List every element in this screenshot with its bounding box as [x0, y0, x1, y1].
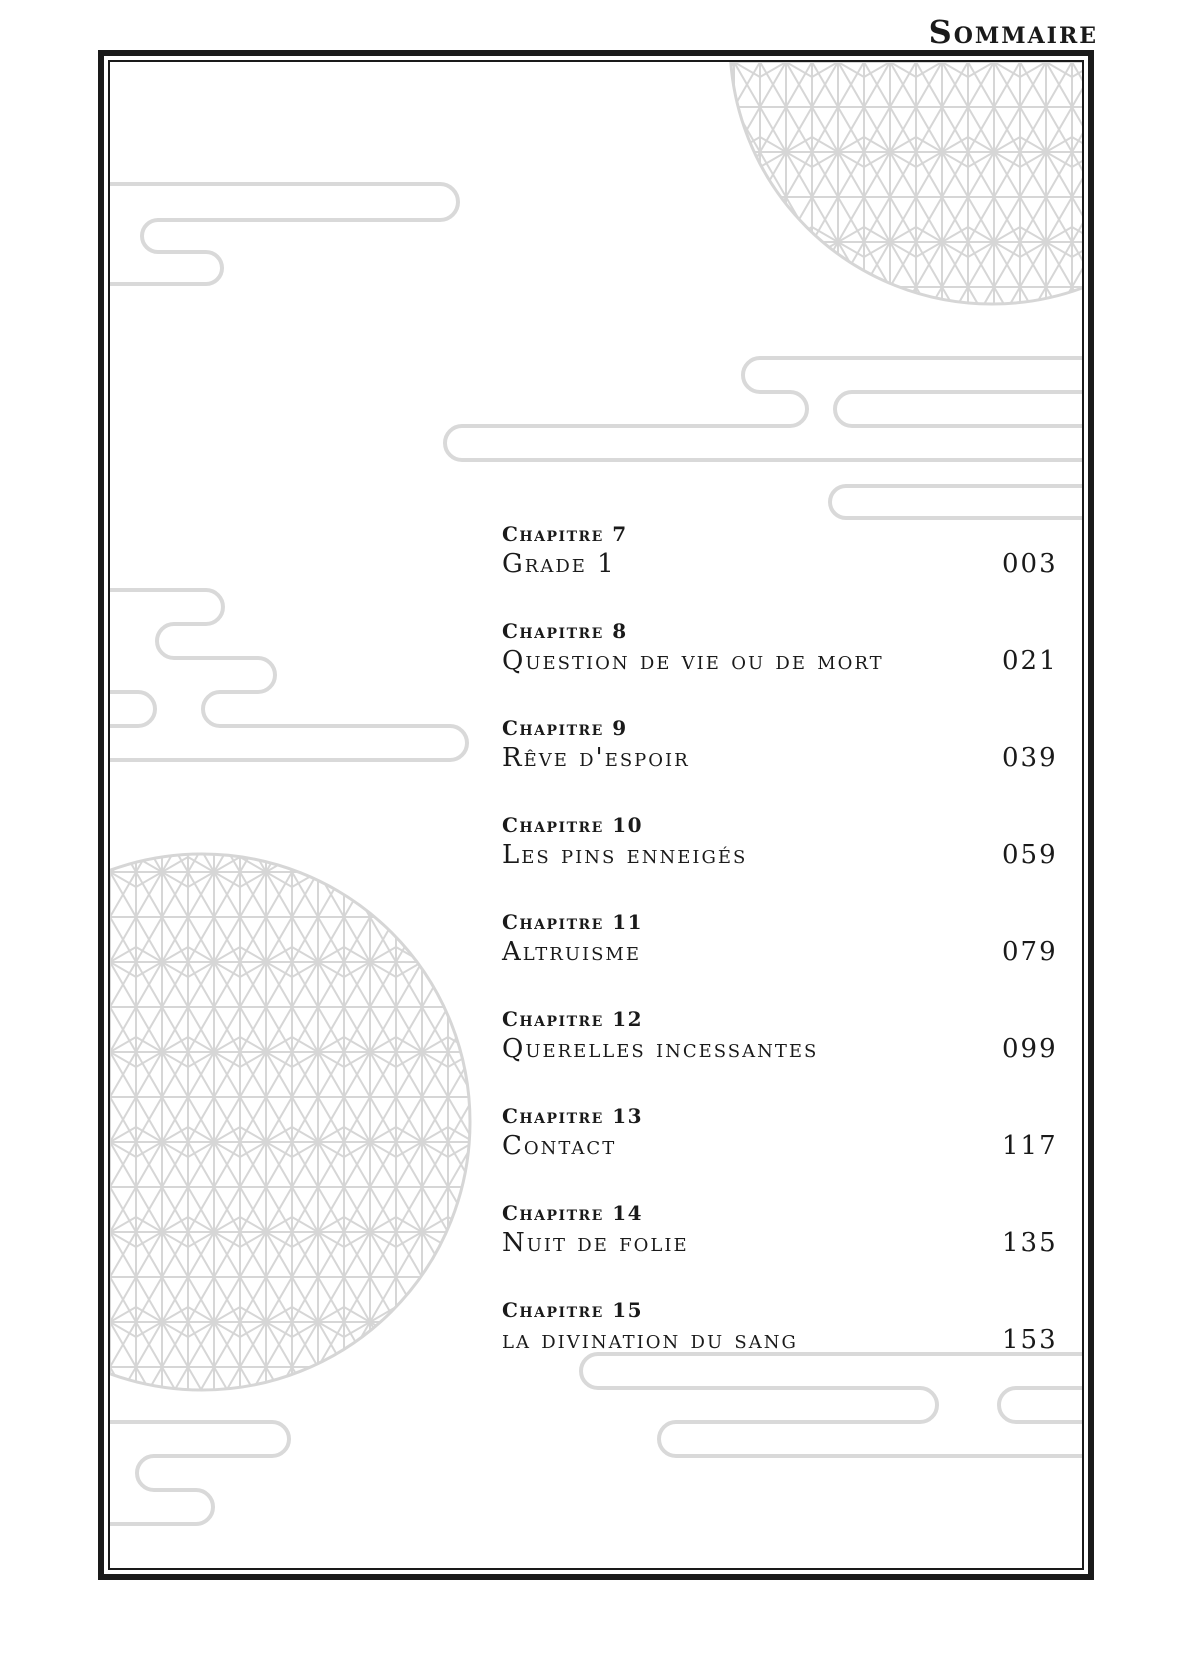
- chapter-page-number: 135: [1002, 1228, 1058, 1258]
- chapter-title: Nuit de folie: [502, 1228, 689, 1258]
- chapter-number: Chapitre 11: [502, 910, 644, 934]
- chapter-page-number: 003: [1002, 549, 1058, 579]
- chapter-number: Chapitre 14: [502, 1201, 644, 1225]
- chapter-title: Querelles incessantes: [502, 1034, 819, 1064]
- chapter-number: Chapitre 9: [502, 716, 628, 740]
- table-of-contents: [502, 522, 1064, 1395]
- chapter-number: Chapitre 12: [502, 1007, 644, 1031]
- chapter-title: Altruisme: [502, 937, 642, 967]
- chapter-page-number: 021: [1002, 646, 1058, 676]
- chapter-title: Contact: [502, 1131, 617, 1161]
- chapter-page-number: 059: [1002, 840, 1058, 870]
- chapter-page-number: 099: [1002, 1034, 1058, 1064]
- chapter-title: la divination du sang: [502, 1325, 798, 1355]
- chapter-title: Question de vie ou de mort: [502, 646, 884, 676]
- toc-entry[interactable]: [502, 1104, 1064, 1201]
- toc-entry[interactable]: [502, 1201, 1064, 1298]
- chapter-number: Chapitre 8: [502, 619, 628, 643]
- toc-entry[interactable]: [502, 1298, 1064, 1395]
- toc-entry[interactable]: [502, 813, 1064, 910]
- chapter-page-number: 039: [1002, 743, 1058, 773]
- patterned-circle-bottom-left: [110, 852, 480, 1392]
- toc-entry[interactable]: [502, 619, 1064, 716]
- chapter-number: Chapitre 7: [502, 522, 628, 546]
- toc-entry[interactable]: [502, 1007, 1064, 1104]
- chapter-title: Les pins enneigés: [502, 840, 748, 870]
- toc-entry[interactable]: [502, 716, 1064, 813]
- toc-entry[interactable]: [502, 522, 1064, 619]
- chapter-page-number: 153: [1002, 1325, 1058, 1355]
- chapter-page-number: 079: [1002, 937, 1058, 967]
- patterned-circle-top-right: [670, 62, 1082, 312]
- page-title: Sommaire: [928, 13, 1098, 51]
- chapter-number: Chapitre 15: [502, 1298, 644, 1322]
- chapter-number: Chapitre 10: [502, 813, 644, 837]
- chapter-title: Grade 1: [502, 549, 616, 579]
- toc-entry[interactable]: [502, 910, 1064, 1007]
- chapter-number: Chapitre 13: [502, 1104, 644, 1128]
- chapter-page-number: 117: [1002, 1131, 1058, 1161]
- chapter-title: Rêve d'espoir: [502, 743, 690, 773]
